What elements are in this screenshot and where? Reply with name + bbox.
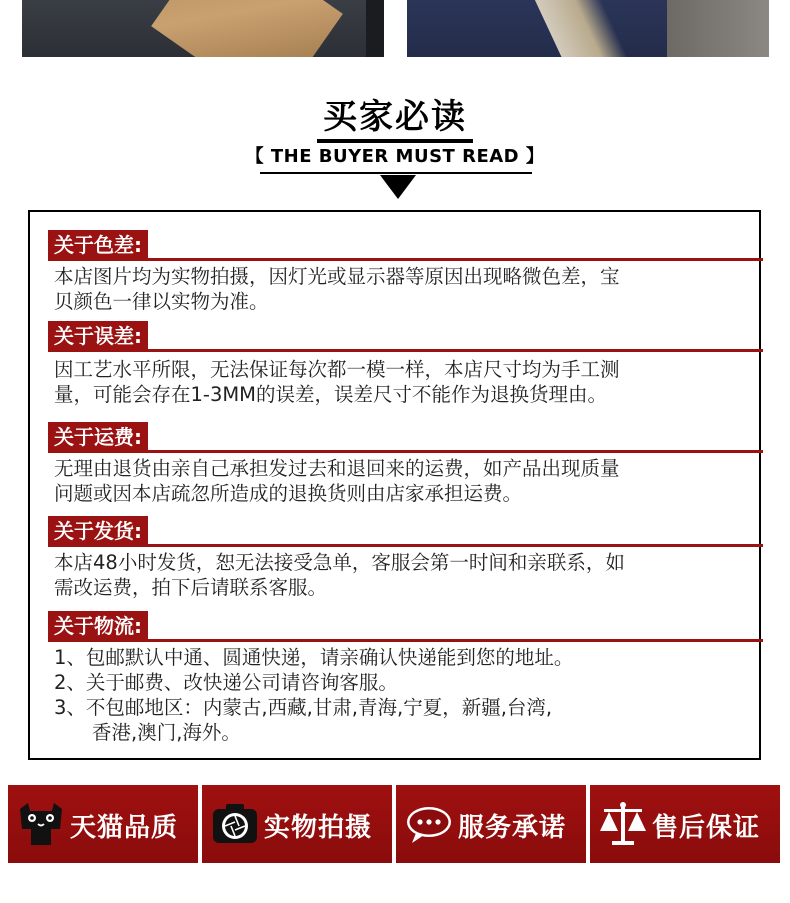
- section-line: 需改运费，拍下后请联系客服。: [54, 576, 328, 599]
- notice-box: [28, 210, 761, 760]
- product-photos-strip: [0, 0, 790, 58]
- section-rule: [48, 349, 763, 352]
- section-line: 问题或因本店疏忽所造成的退换货则由店家承担运费。: [54, 482, 523, 505]
- badge-label: 天猫品质: [70, 813, 179, 843]
- badge-tmall-quality: [8, 785, 198, 863]
- section-line: 无理由退货由亲自己承担发过去和退回来的运费，如产品出现质量: [54, 457, 620, 480]
- section-tag: 关于物流:: [48, 611, 148, 641]
- section-tag: 关于色差:: [48, 230, 148, 260]
- list-item: 香港,澳门,海外。: [92, 721, 241, 744]
- section-tag: 关于运费:: [48, 422, 148, 452]
- section-body: [54, 264, 754, 314]
- section-tag: 关于发货:: [48, 516, 148, 546]
- chat-bubble-icon: [404, 799, 454, 849]
- section-rule: [48, 450, 763, 453]
- badge-real-photo: [202, 785, 392, 863]
- buyer-must-read-heading: [0, 95, 790, 167]
- section-body: [54, 456, 754, 506]
- section-line: 本店48小时发货，恕无法接受急单，客服会第一时间和亲联系，如: [54, 551, 625, 574]
- camera-aperture-icon: [210, 799, 260, 849]
- product-photo-leather: [22, 0, 384, 57]
- section-line: 贝颜色一律以实物为准。: [54, 290, 269, 313]
- list-item: 2、关于邮费、改快递公司请咨询客服。: [54, 671, 398, 694]
- list-item: 3、不包邮地区：内蒙古,西藏,甘肃,青海,宁夏，新疆,台湾,: [54, 696, 553, 719]
- section-rule: [48, 544, 763, 547]
- heading-title-en: 【 THE BUYER MUST READ 】: [245, 146, 545, 167]
- list-item: 1、包邮默认中通、圆通快递，请亲确认快递能到您的地址。: [54, 646, 574, 669]
- badge-service-promise: [396, 785, 586, 863]
- badge-label: 实物拍摄: [264, 813, 373, 843]
- section-line: 本店图片均为实物拍摄，因灯光或显示器等原因出现略微色差，宝: [54, 265, 620, 288]
- badge-after-sales: [590, 785, 780, 863]
- section-body: [54, 645, 754, 745]
- service-badges: [8, 785, 782, 863]
- section-line: 因工艺水平所限，无法保证每次都一模一样，本店尺寸均为手工测: [54, 358, 620, 381]
- section-line: 量，可能会存在1-3MM的误差，误差尺寸不能作为退换货理由。: [54, 383, 607, 406]
- heading-en-line: [260, 172, 532, 174]
- scales-icon: [598, 799, 648, 849]
- badge-label: 售后保证: [652, 813, 761, 843]
- badge-label: 服务承诺: [458, 813, 567, 843]
- section-rule: [48, 258, 763, 261]
- section-tag: 关于误差:: [48, 321, 148, 351]
- heading-title-cn: 买家必读: [323, 97, 467, 137]
- tmall-cat-icon: [16, 799, 66, 849]
- product-photo-fabric: [407, 0, 769, 57]
- section-body: [54, 550, 754, 600]
- down-arrow-icon: [380, 175, 416, 199]
- section-body: [54, 357, 754, 407]
- heading-underline: [317, 139, 473, 143]
- section-rule: [48, 639, 763, 642]
